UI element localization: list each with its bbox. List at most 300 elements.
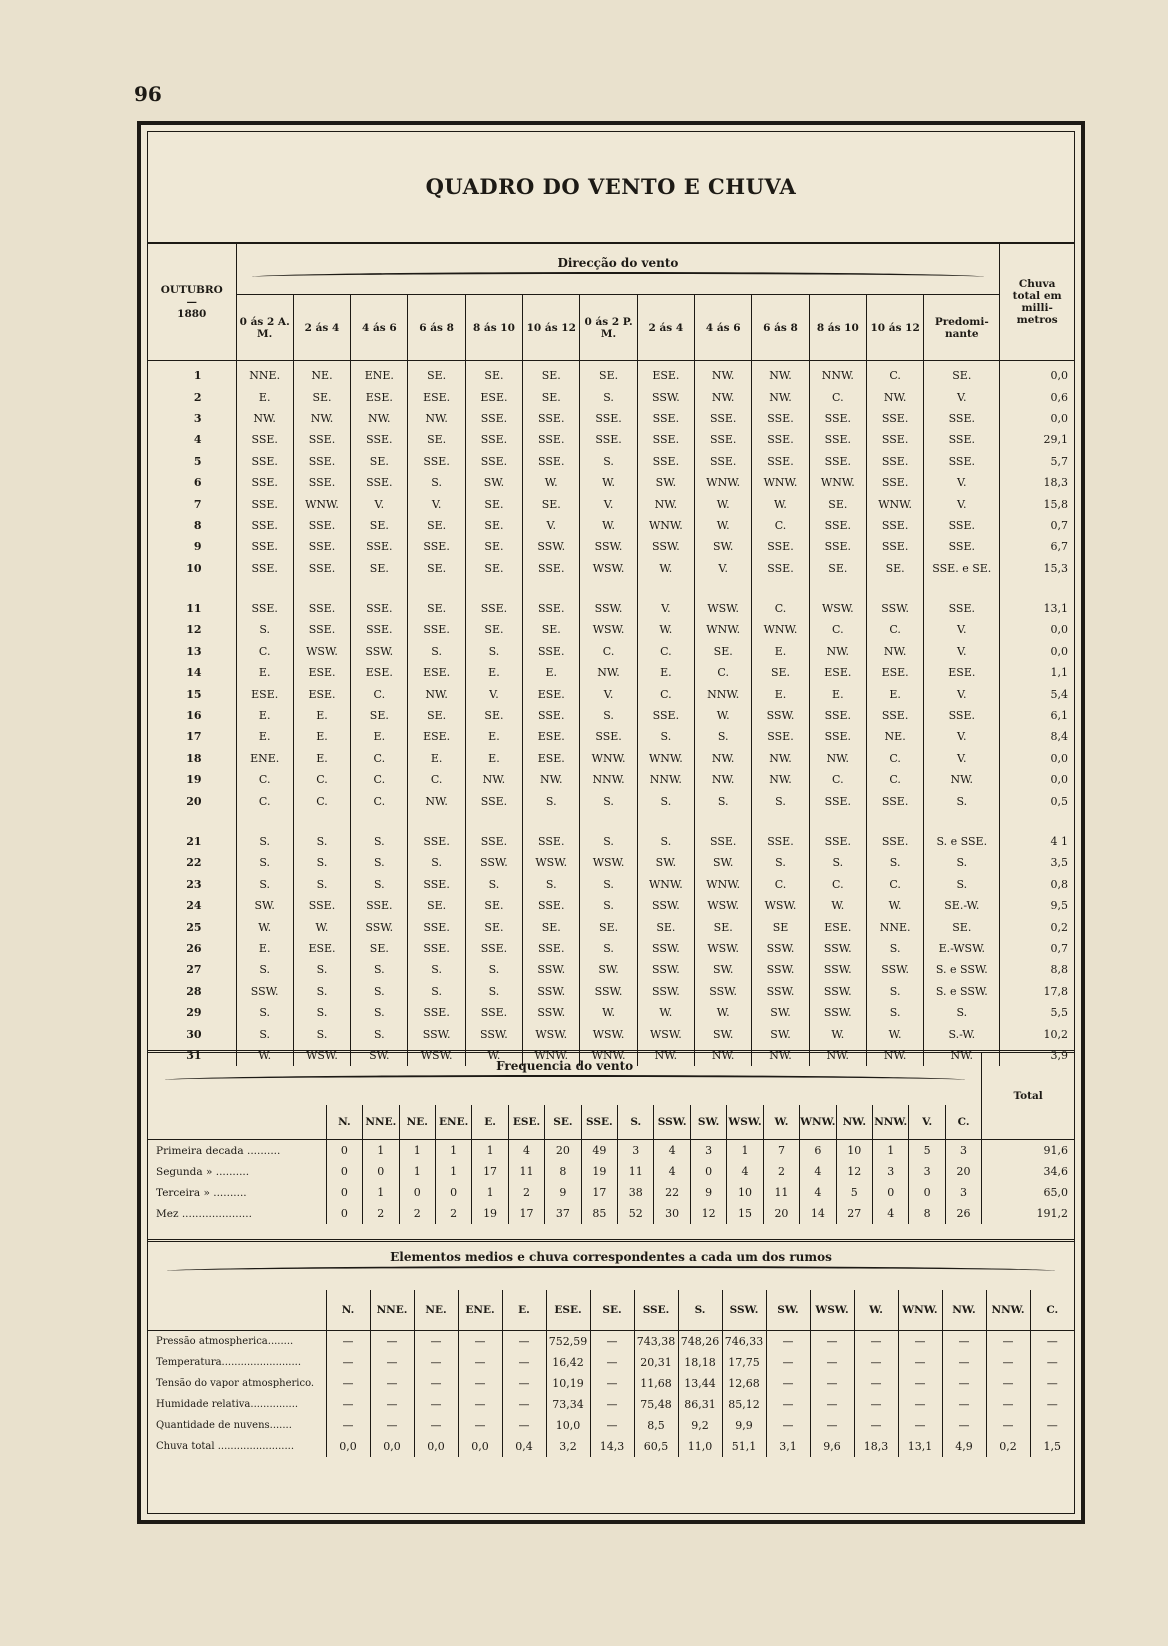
direction-cell: WSW. xyxy=(580,852,637,873)
direction-cell: SSW. xyxy=(351,641,408,662)
table-row xyxy=(148,705,1074,726)
direction-cell: SSE. xyxy=(866,408,923,429)
direction-cell: SW. xyxy=(695,959,752,980)
day-cell: 21 xyxy=(186,835,202,848)
elements-value: — xyxy=(942,1394,986,1415)
frequency-value: 6 xyxy=(800,1140,836,1162)
direction-cell: SW. xyxy=(695,852,752,873)
direction-cell: SSE. xyxy=(523,451,580,472)
direction-cell: S. xyxy=(351,831,408,852)
direction-cell: W. xyxy=(580,515,637,536)
direction-cell: E. xyxy=(236,662,293,683)
blank-cell xyxy=(465,579,522,598)
direction-cell: SSE. xyxy=(637,451,694,472)
direction-cell: ESE. xyxy=(465,386,522,407)
direction-cell: SSE. xyxy=(809,831,866,852)
direction-cell: S. xyxy=(351,874,408,895)
direction-cell: W. xyxy=(866,1023,923,1044)
direction-cell: C. xyxy=(580,641,637,662)
direction-cell: C. xyxy=(351,790,408,811)
direction-cell: SW. xyxy=(637,852,694,873)
day-cell: 24 xyxy=(186,899,202,913)
elements-value: 0,0 xyxy=(326,1436,370,1457)
direction-cell: WNW. xyxy=(637,515,694,536)
elements-value: — xyxy=(810,1373,854,1394)
direction-cell: SSW. xyxy=(752,705,809,726)
elements-value: 20,31 xyxy=(634,1352,678,1373)
elements-value: — xyxy=(854,1352,898,1373)
direction-cell: WSW. xyxy=(408,1045,465,1066)
direction-cell: ESE. xyxy=(293,683,350,704)
direction-cell: NW. xyxy=(866,386,923,407)
elements-value: 8,5 xyxy=(634,1415,678,1436)
frequency-value: 4 xyxy=(508,1140,544,1162)
direction-caption-cell xyxy=(236,243,1000,295)
direction-cell: C. xyxy=(236,769,293,790)
table-inner-frame xyxy=(147,131,1075,1514)
frequency-direction-header: NE. xyxy=(399,1105,435,1140)
direction-cell: WSW. xyxy=(293,641,350,662)
frequency-value: 4 xyxy=(727,1161,763,1182)
direction-cell: SW. xyxy=(236,895,293,916)
direction-cell: ESE. xyxy=(408,386,465,407)
elements-value: — xyxy=(502,1352,546,1373)
frequency-value: 4 xyxy=(873,1203,909,1224)
hour-header: 4 ás 6 xyxy=(351,295,408,361)
frequency-value: 0 xyxy=(326,1140,362,1162)
predominant-cell: NW. xyxy=(924,1045,1000,1066)
rain-cell: 0,0 xyxy=(1000,641,1074,662)
predominant-cell: S.-W. xyxy=(924,1023,1000,1044)
frequency-row-label: Segunda » .......... xyxy=(156,1165,250,1178)
direction-cell: C. xyxy=(293,790,350,811)
elements-direction-header: SSW. xyxy=(722,1290,766,1331)
direction-cell: C. xyxy=(408,769,465,790)
direction-cell: SSW. xyxy=(809,1002,866,1023)
direction-cell: SSW. xyxy=(523,959,580,980)
frequency-value: 2 xyxy=(435,1203,471,1224)
direction-cell: SSE. xyxy=(465,938,522,959)
elements-value: — xyxy=(942,1373,986,1394)
predominant-cell: S. e SSW. xyxy=(924,959,1000,980)
direction-cell: SSW. xyxy=(523,1002,580,1023)
table-frame xyxy=(137,121,1085,1524)
elements-value: 746,33 xyxy=(722,1331,766,1353)
predominant-cell: V. xyxy=(924,748,1000,769)
table-row xyxy=(148,874,1074,895)
direction-cell: SSE. xyxy=(293,515,350,536)
frequency-value: 30 xyxy=(654,1203,690,1224)
blank-cell xyxy=(637,579,694,598)
direction-cell: SSE. xyxy=(236,493,293,514)
frequency-header-row xyxy=(148,1105,1074,1140)
direction-cell: SSE. xyxy=(695,408,752,429)
direction-cell: V. xyxy=(408,493,465,514)
blank-cell xyxy=(351,812,408,831)
direction-cell: E. xyxy=(752,683,809,704)
day-cell: 12 xyxy=(186,623,202,637)
predominant-cell: SE.-W. xyxy=(924,895,1000,916)
direction-cell: NW. xyxy=(809,1045,866,1066)
direction-cell: S. xyxy=(408,641,465,662)
wind-frequency-table xyxy=(148,1050,1074,1224)
direction-cell: SSE. xyxy=(866,790,923,811)
blank-cell xyxy=(752,579,809,598)
blank-cell xyxy=(523,812,580,831)
elements-value: — xyxy=(502,1331,546,1353)
direction-cell: NW. xyxy=(695,386,752,407)
elements-value: — xyxy=(370,1373,414,1394)
table-row xyxy=(148,1352,1074,1373)
direction-cell: E. xyxy=(809,683,866,704)
direction-cell: SSE. xyxy=(465,1002,522,1023)
direction-cell: SSW. xyxy=(637,938,694,959)
day-cell: 29 xyxy=(186,1006,202,1020)
direction-cell: W. xyxy=(695,1002,752,1023)
direction-cell: SE. xyxy=(523,386,580,407)
day-cell: 14 xyxy=(186,666,202,680)
wind-direction-table xyxy=(148,242,1074,1066)
frequency-value: 0 xyxy=(399,1182,435,1203)
elements-value: 14,3 xyxy=(590,1436,634,1457)
frequency-value: 1 xyxy=(363,1182,399,1203)
direction-cell: SE. xyxy=(752,662,809,683)
direction-cell: W. xyxy=(695,705,752,726)
direction-cell: SSE. xyxy=(580,429,637,450)
direction-cell: V. xyxy=(695,558,752,579)
elements-value: — xyxy=(942,1352,986,1373)
elements-value: 743,38 xyxy=(634,1331,678,1353)
elements-value: — xyxy=(986,1373,1030,1394)
frequency-row-label-header xyxy=(148,1105,326,1140)
rain-cell: 29,1 xyxy=(1000,429,1074,450)
elements-value: — xyxy=(414,1331,458,1353)
frequency-value: 4 xyxy=(800,1161,836,1182)
rain-cell: 15,3 xyxy=(1000,558,1074,579)
elements-caption: Elementos medios e chuva correspondentes a cada um dos rumos xyxy=(390,1250,832,1264)
elements-table-body xyxy=(148,1331,1074,1458)
predominant-cell: V. xyxy=(924,619,1000,640)
elements-direction-header: WNW. xyxy=(898,1290,942,1331)
frequency-table-body xyxy=(148,1140,1074,1225)
direction-cell: C. xyxy=(866,619,923,640)
elements-value: — xyxy=(854,1394,898,1415)
direction-cell: C. xyxy=(866,874,923,895)
direction-cell: NW. xyxy=(866,1045,923,1066)
direction-cell: SSW. xyxy=(752,981,809,1002)
direction-cell: SE. xyxy=(408,361,465,387)
blank-cell xyxy=(924,579,1000,598)
direction-cell: S. xyxy=(580,790,637,811)
elements-value: — xyxy=(1030,1394,1074,1415)
predominant-cell: V. xyxy=(924,641,1000,662)
predominant-cell: S. e SSW. xyxy=(924,981,1000,1002)
rain-cell: 0,7 xyxy=(1000,515,1074,536)
direction-cell: WNW. xyxy=(695,472,752,493)
direction-cell: W. xyxy=(236,1045,293,1066)
elements-direction-header: SSE. xyxy=(634,1290,678,1331)
frequency-direction-header: SSW. xyxy=(654,1105,690,1140)
direction-cell: ESE. xyxy=(523,683,580,704)
frequency-direction-header: V. xyxy=(909,1105,945,1140)
predominant-cell: V. xyxy=(924,493,1000,514)
direction-cell: WSW. xyxy=(293,1045,350,1066)
frequency-value: 1 xyxy=(399,1140,435,1162)
direction-cell: WNW. xyxy=(809,472,866,493)
rain-cell: 0,7 xyxy=(1000,938,1074,959)
direction-cell: SE. xyxy=(408,558,465,579)
hour-header: 4 ás 6 xyxy=(695,295,752,361)
direction-cell: E. xyxy=(465,662,522,683)
direction-cell: S. xyxy=(465,959,522,980)
rain-cell: 0,2 xyxy=(1000,916,1074,937)
direction-cell: SE. xyxy=(408,895,465,916)
direction-cell: E. xyxy=(293,705,350,726)
day-cell: 16 xyxy=(186,709,202,723)
table-row xyxy=(148,1436,1074,1457)
direction-caption: Direcção do vento xyxy=(557,256,679,270)
direction-cell: E. xyxy=(866,683,923,704)
direction-cell: SSE. xyxy=(465,831,522,852)
direction-cell: SSE. xyxy=(293,451,350,472)
day-cell: 3 xyxy=(193,411,202,425)
direction-cell: SSW. xyxy=(637,895,694,916)
elements-value: — xyxy=(370,1352,414,1373)
predominant-cell: SSE. xyxy=(924,515,1000,536)
table-row xyxy=(148,493,1074,514)
elements-row-label-header xyxy=(148,1290,326,1331)
blank-cell xyxy=(866,812,923,831)
direction-cell: C. xyxy=(866,748,923,769)
frequency-value: 3 xyxy=(618,1140,654,1162)
direction-cell: SSE. xyxy=(408,874,465,895)
rain-header: Chuva total em milli- metros xyxy=(1000,243,1074,361)
direction-cell: WNW. xyxy=(580,748,637,769)
direction-cell: SSE. xyxy=(866,451,923,472)
rain-cell: 13,1 xyxy=(1000,598,1074,619)
direction-cell: WSW. xyxy=(695,938,752,959)
direction-cell: SSE. xyxy=(293,895,350,916)
frequency-value: 12 xyxy=(690,1203,726,1224)
direction-cell: S. xyxy=(752,852,809,873)
direction-cell: S. xyxy=(351,1023,408,1044)
frequency-value: 3 xyxy=(909,1161,945,1182)
page-title: QUADRO DO VENTO E CHUVA xyxy=(425,174,797,199)
elements-value: 85,12 xyxy=(722,1394,766,1415)
predominant-cell: SSE. xyxy=(924,705,1000,726)
direction-cell: V. xyxy=(637,598,694,619)
frequency-direction-header: E. xyxy=(472,1105,508,1140)
blank-cell xyxy=(809,812,866,831)
frequency-value: 49 xyxy=(581,1140,617,1162)
elements-value: 9,6 xyxy=(810,1436,854,1457)
direction-cell: S. xyxy=(236,959,293,980)
frequency-value: 12 xyxy=(836,1161,872,1182)
direction-cell: SE. xyxy=(351,515,408,536)
direction-cell: NW. xyxy=(236,408,293,429)
predominant-cell: V. xyxy=(924,683,1000,704)
blank-cell xyxy=(752,812,809,831)
direction-cell: C. xyxy=(809,619,866,640)
day-cell: 26 xyxy=(186,941,202,955)
direction-cell: C. xyxy=(752,598,809,619)
rain-cell: 5,5 xyxy=(1000,1002,1074,1023)
direction-cell: S. xyxy=(236,874,293,895)
frequency-value: 0 xyxy=(909,1182,945,1203)
direction-cell: S. xyxy=(866,1002,923,1023)
day-cell: 9 xyxy=(193,540,202,554)
table-row xyxy=(148,1140,1074,1162)
direction-cell: W. xyxy=(580,1002,637,1023)
direction-cell: S. xyxy=(866,852,923,873)
elements-value: — xyxy=(942,1415,986,1436)
elements-value: 13,1 xyxy=(898,1436,942,1457)
elements-row-label: Temperatura......................... xyxy=(156,1357,302,1368)
frequency-value: 1 xyxy=(472,1182,508,1203)
direction-cell: SSE. xyxy=(351,429,408,450)
direction-cell: SSE. xyxy=(695,451,752,472)
direction-cell: E. xyxy=(351,726,408,747)
direction-cell: V. xyxy=(465,683,522,704)
direction-cell: SSE. xyxy=(809,408,866,429)
blank-cell xyxy=(408,579,465,598)
direction-cell: WNW. xyxy=(637,748,694,769)
direction-cell: SSE. xyxy=(465,598,522,619)
direction-cell: SSE. xyxy=(809,536,866,557)
rain-cell: 6,7 xyxy=(1000,536,1074,557)
day-cell: 31 xyxy=(186,1048,202,1062)
direction-cell: ESE. xyxy=(408,726,465,747)
elements-value: 60,5 xyxy=(634,1436,678,1457)
direction-cell: SSW. xyxy=(809,959,866,980)
direction-cell: SSE. xyxy=(465,429,522,450)
predominant-cell: S. xyxy=(924,852,1000,873)
elements-value: — xyxy=(766,1373,810,1394)
direction-cell: S. xyxy=(523,874,580,895)
predominant-cell: S. xyxy=(924,790,1000,811)
direction-cell: NW. xyxy=(637,493,694,514)
elements-value: — xyxy=(942,1331,986,1353)
day-cell: 19 xyxy=(186,773,202,787)
elements-direction-header: NNE. xyxy=(370,1290,414,1331)
direction-cell: C. xyxy=(695,662,752,683)
direction-cell: S. xyxy=(293,959,350,980)
blank-cell xyxy=(351,579,408,598)
frequency-value: 2 xyxy=(363,1203,399,1224)
direction-cell: SE. xyxy=(866,558,923,579)
hour-header: 10 ás 12 xyxy=(866,295,923,361)
elements-value: — xyxy=(326,1373,370,1394)
direction-cell: S. xyxy=(580,451,637,472)
table-row xyxy=(148,536,1074,557)
blank-cell xyxy=(293,579,350,598)
frequency-value: 20 xyxy=(945,1161,981,1182)
day-cell: 4 xyxy=(193,433,202,447)
direction-cell: SE. xyxy=(351,938,408,959)
frequency-direction-header: NW. xyxy=(836,1105,872,1140)
direction-cell: NW. xyxy=(752,1045,809,1066)
frequency-row-label: Primeira decada .......... xyxy=(156,1144,281,1157)
table-row xyxy=(148,1203,1074,1224)
direction-cell: ESE. xyxy=(293,938,350,959)
elements-value: — xyxy=(590,1373,634,1394)
direction-cell: SE. xyxy=(465,558,522,579)
frequency-direction-header: S. xyxy=(618,1105,654,1140)
hour-header: 6 ás 8 xyxy=(408,295,465,361)
elements-value: — xyxy=(854,1415,898,1436)
blank-cell xyxy=(580,579,637,598)
direction-cell: NNW. xyxy=(637,769,694,790)
elements-value: 0,2 xyxy=(986,1436,1030,1457)
elements-value: 0,4 xyxy=(502,1436,546,1457)
elements-value: 16,42 xyxy=(546,1352,590,1373)
direction-cell: SSE. xyxy=(408,916,465,937)
direction-cell: SE. xyxy=(523,493,580,514)
direction-cell: C. xyxy=(809,874,866,895)
elements-value: — xyxy=(854,1373,898,1394)
direction-cell: SSE. xyxy=(866,705,923,726)
direction-cell: NW. xyxy=(465,769,522,790)
day-cell: 11 xyxy=(186,602,202,616)
frequency-value: 10 xyxy=(727,1182,763,1203)
direction-cell: SE. xyxy=(523,619,580,640)
direction-cell: ESE. xyxy=(351,386,408,407)
frequency-value: 26 xyxy=(945,1203,981,1224)
direction-cell: ESE. xyxy=(523,748,580,769)
frequency-value: 0 xyxy=(326,1161,362,1182)
direction-cell: V. xyxy=(523,515,580,536)
direction-cell: SSW. xyxy=(752,959,809,980)
direction-cell: NE. xyxy=(866,726,923,747)
predominant-cell: SE. xyxy=(924,361,1000,387)
day-cell: 17 xyxy=(186,730,202,744)
direction-cell: SSE. xyxy=(752,726,809,747)
direction-cell: S. xyxy=(637,790,694,811)
direction-cell: SE. xyxy=(637,916,694,937)
direction-cell: SSE. xyxy=(580,408,637,429)
elements-value: — xyxy=(986,1415,1030,1436)
frequency-row-label: Mez ..................... xyxy=(156,1207,252,1220)
table-row xyxy=(148,938,1074,959)
elements-value: 748,26 xyxy=(678,1331,722,1353)
direction-cell: C. xyxy=(236,790,293,811)
direction-cell: WNW. xyxy=(293,493,350,514)
day-cell: 27 xyxy=(186,963,202,977)
direction-cell: SW. xyxy=(465,472,522,493)
direction-cell: E. xyxy=(236,938,293,959)
rain-cell: 10,2 xyxy=(1000,1023,1074,1044)
predominant-cell: SSE. xyxy=(924,598,1000,619)
blank-cell xyxy=(695,579,752,598)
table-row xyxy=(148,748,1074,769)
direction-cell: SSE. xyxy=(523,705,580,726)
day-cell: 10 xyxy=(186,561,202,575)
direction-cell: SSE. xyxy=(236,515,293,536)
elements-direction-header: NW. xyxy=(942,1290,986,1331)
direction-cell: SSW. xyxy=(695,981,752,1002)
elements-row-label: Pressão atmospherica........ xyxy=(156,1336,294,1347)
direction-cell: SE. xyxy=(465,361,522,387)
direction-cell: W. xyxy=(637,619,694,640)
group-separator-row xyxy=(148,579,1074,598)
rain-cell: 6,1 xyxy=(1000,705,1074,726)
predominant-cell: SSE. e SE. xyxy=(924,558,1000,579)
frequency-value: 1 xyxy=(399,1161,435,1182)
direction-cell: NW. xyxy=(408,683,465,704)
blank-cell xyxy=(148,812,236,831)
rain-cell: 3,9 xyxy=(1000,1045,1074,1066)
table-row xyxy=(148,515,1074,536)
